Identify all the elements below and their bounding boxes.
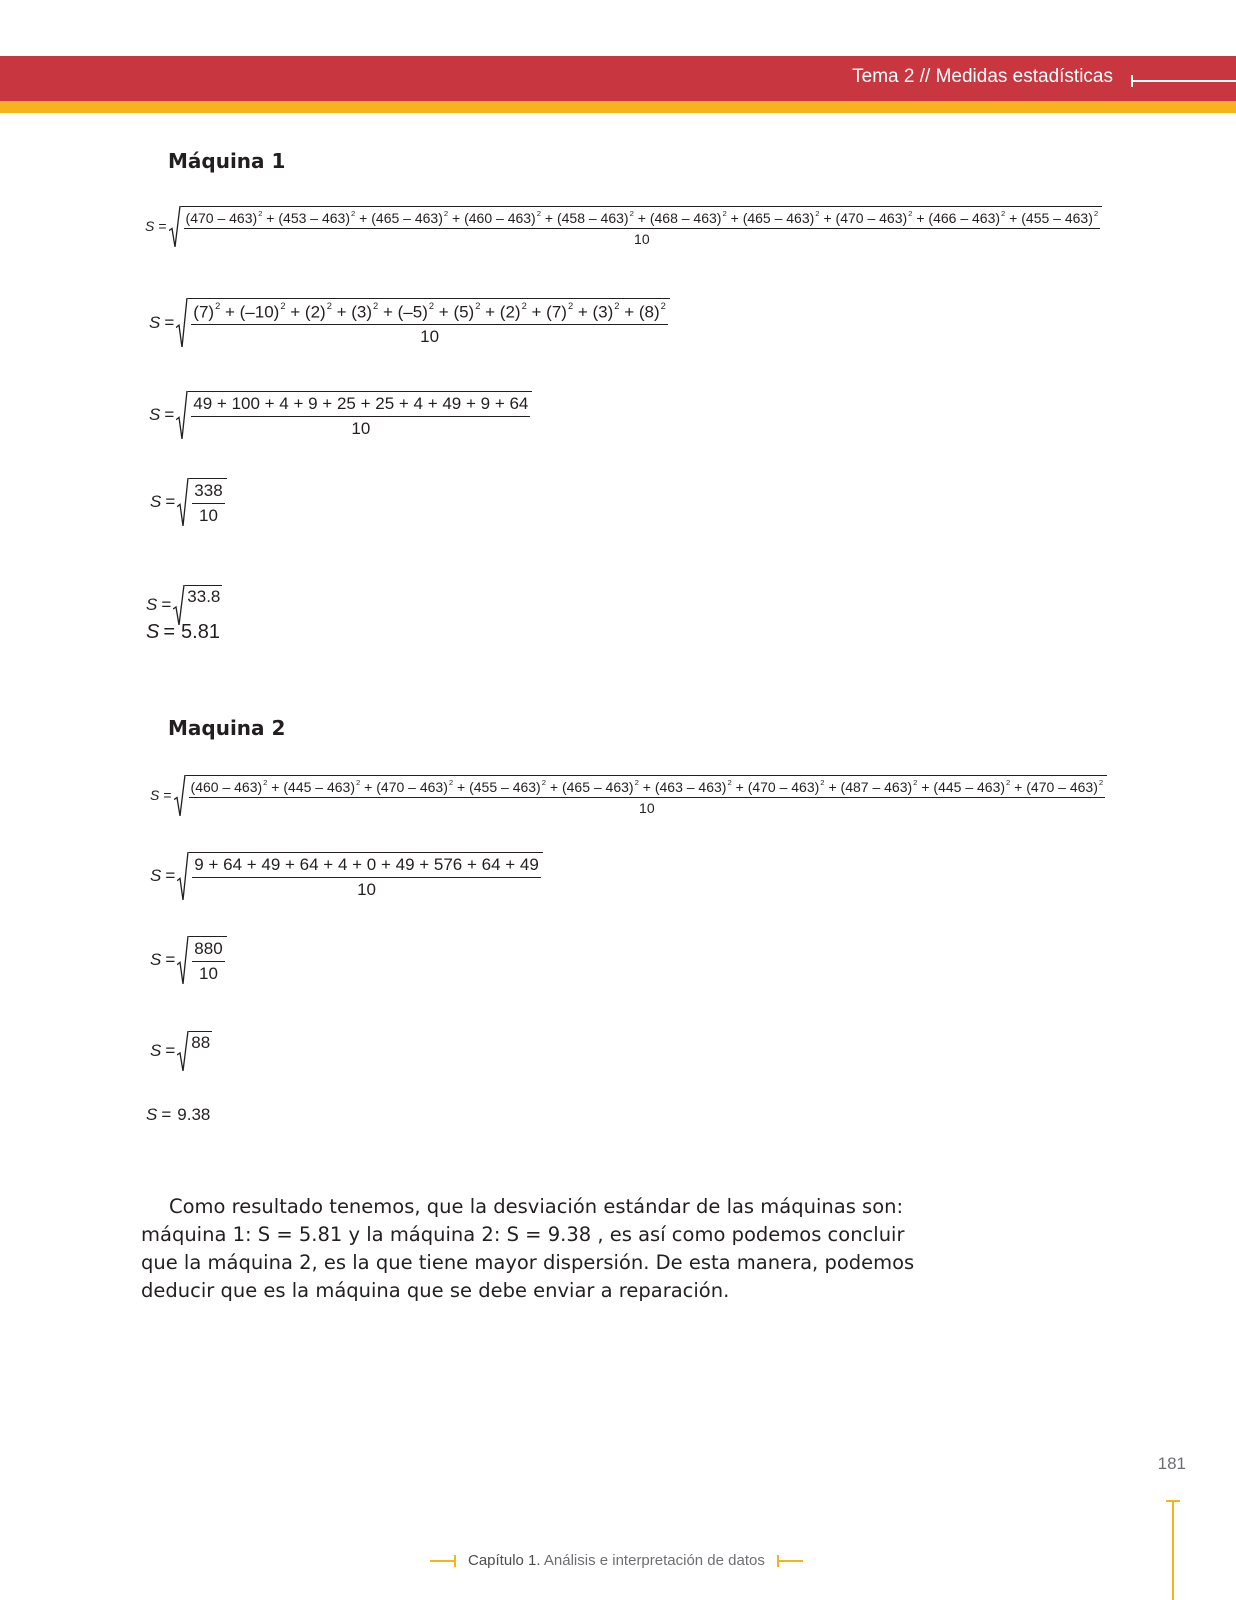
exponent: 2 — [536, 209, 541, 218]
squared-term: (453 – 463) — [278, 209, 350, 226]
radical-sign-icon — [177, 936, 189, 984]
numerator-squares-sum: 9 + 64 + 49 + 64 + 4 + 0 + 49 + 576 + 64 + 49 — [192, 855, 541, 878]
machine1-step3-equation — [149, 391, 532, 439]
squared-term: (455 – 463) — [1021, 209, 1093, 226]
squared-term: (455 – 463) — [469, 778, 541, 795]
equals-sign: = — [163, 621, 176, 643]
squared-term: (8) — [638, 302, 660, 322]
squared-term: (470 – 463) — [185, 209, 258, 226]
fraction — [192, 481, 224, 526]
lhs-variable: S — [146, 1105, 158, 1124]
exponent: 2 — [326, 301, 332, 311]
radicand: 33.8 — [185, 585, 222, 625]
exponent: 2 — [475, 301, 481, 311]
lhs-variable: S — [150, 787, 160, 804]
equals-sign: = — [165, 866, 176, 885]
denominator: 10 — [199, 506, 218, 525]
exponent: 2 — [351, 209, 356, 218]
denominator: 10 — [639, 799, 655, 816]
plus-sign: + — [917, 778, 934, 795]
squared-term: (465 – 463) — [561, 778, 634, 795]
machine1-step1-equation — [145, 206, 1102, 247]
machine2-result — [146, 1105, 210, 1125]
machine1-result — [146, 621, 220, 644]
fraction — [192, 855, 541, 900]
machine1-step5-equation — [146, 585, 222, 625]
squared-term: (–10) — [239, 302, 280, 322]
lhs-variable: S — [149, 405, 161, 424]
numerator-sum-of-squares — [184, 209, 1101, 229]
square-root — [176, 298, 670, 347]
square-root — [173, 585, 222, 625]
plus-sign: + — [1010, 778, 1027, 795]
numerator-total: 338 — [192, 481, 224, 504]
plus-sign: + — [378, 302, 398, 322]
equals-sign: = — [164, 405, 175, 424]
squared-term: (465 – 463) — [742, 209, 815, 226]
equals-sign: = — [165, 1041, 176, 1060]
squared-term: (466 – 463) — [928, 209, 1001, 226]
exponent: 2 — [634, 778, 639, 787]
lhs-variable: S — [150, 866, 162, 885]
radicand: 88 — [189, 1031, 212, 1071]
denominator: 10 — [634, 230, 650, 247]
section-title: Tema 2 // Medidas estadísticas — [852, 66, 1113, 87]
footer-chapter: Capítulo 1. — [468, 1552, 541, 1569]
squared-term: (5) — [453, 302, 475, 322]
plus-sign: + — [619, 302, 639, 322]
denominator: 10 — [199, 964, 218, 983]
plus-sign: + — [360, 778, 377, 795]
equals-sign: = — [164, 312, 175, 332]
exponent: 2 — [263, 778, 268, 787]
radical-sign-icon — [177, 852, 189, 900]
square-root — [174, 775, 1108, 816]
plus-sign: + — [819, 209, 836, 226]
conclusion-line: que la máquina 2, es la que tiene mayor dispersión. De esta manera, podemos — [141, 1251, 915, 1274]
square-root — [169, 206, 1103, 247]
plus-sign: + — [434, 302, 454, 322]
exponent: 2 — [1093, 209, 1099, 218]
squared-term: (458 – 463) — [556, 209, 629, 226]
equals-sign: = — [165, 950, 176, 969]
machine1-step4-equation — [150, 478, 227, 526]
squared-term: (470 – 463) — [376, 778, 448, 795]
radical-sign-icon — [173, 585, 185, 625]
lhs-variable: S — [150, 950, 162, 969]
plus-sign: + — [331, 302, 352, 322]
side-rule — [1172, 1500, 1174, 1600]
exponent: 2 — [908, 209, 913, 218]
plus-sign: + — [355, 209, 372, 226]
exponent: 2 — [1001, 209, 1006, 218]
machine2-step1-equation — [150, 775, 1107, 816]
exponent: 2 — [521, 301, 527, 311]
square-root — [177, 852, 543, 900]
machine1-step2-equation — [149, 298, 670, 347]
squared-term: (470 – 463) — [747, 778, 820, 795]
equals-sign: = — [161, 595, 172, 614]
plus-sign: + — [731, 778, 748, 795]
exponent: 2 — [1006, 778, 1011, 787]
machine2-step4-equation — [150, 1031, 212, 1071]
squared-term: (3) — [351, 302, 373, 322]
square-root — [177, 936, 226, 984]
exponent: 2 — [443, 209, 449, 218]
squared-term: (470 – 463) — [1026, 778, 1098, 795]
header-rule — [1132, 80, 1236, 82]
squared-term: (487 – 463) — [840, 778, 913, 795]
conclusion-line: máquina 1: S = 5.81 y la máquina 2: S = 9.38 , es así como podemos concluir — [141, 1223, 905, 1246]
square-root — [177, 1031, 212, 1071]
plus-sign: + — [541, 209, 557, 226]
radical-sign-icon — [177, 1031, 189, 1071]
exponent: 2 — [660, 301, 666, 311]
equals-sign: = — [161, 1105, 172, 1124]
plus-sign: + — [726, 209, 743, 226]
lhs-variable: S — [146, 595, 158, 614]
footer — [430, 1552, 803, 1569]
squared-term: (468 – 463) — [649, 209, 722, 226]
fraction — [184, 209, 1101, 247]
exponent: 2 — [722, 209, 727, 218]
lhs-variable: S — [150, 1041, 162, 1060]
exponent: 2 — [428, 301, 435, 311]
conclusion-line: deducir que es la máquina que se debe enviar a reparación. — [141, 1279, 730, 1302]
lhs-variable: S — [150, 492, 162, 511]
plus-sign: + — [638, 778, 655, 795]
plus-sign: + — [546, 778, 562, 795]
fraction — [191, 394, 530, 439]
squared-term: (2) — [499, 302, 521, 322]
equals-sign: = — [165, 492, 176, 511]
exponent: 2 — [280, 301, 286, 311]
fraction — [191, 301, 668, 347]
exponent: 2 — [258, 209, 263, 218]
plus-sign: + — [480, 302, 500, 322]
squared-term: (463 – 463) — [654, 778, 727, 795]
machine2-step3-equation — [150, 936, 227, 984]
header-stripe — [0, 101, 1236, 113]
exponent: 2 — [614, 301, 620, 311]
exponent: 2 — [373, 301, 379, 311]
squared-term: (7) — [546, 302, 567, 322]
plus-sign: + — [633, 209, 650, 226]
squared-term: (–5) — [397, 302, 428, 322]
plus-sign: + — [526, 302, 547, 322]
numerator-squares-sum: 49 + 100 + 4 + 9 + 25 + 25 + 4 + 49 + 9 + 64 — [191, 394, 530, 417]
exponent: 2 — [913, 778, 918, 787]
radical-sign-icon — [169, 206, 181, 247]
lhs-variable: S — [149, 312, 161, 332]
squared-term: (7) — [193, 302, 215, 322]
squared-term: (470 – 463) — [835, 209, 908, 226]
radical-sign-icon — [174, 775, 186, 816]
result-value: 9.38 — [177, 1105, 211, 1124]
exponent: 2 — [815, 209, 820, 218]
plus-sign: + — [220, 302, 240, 322]
denominator: 10 — [351, 419, 371, 438]
conclusion-paragraph — [141, 1193, 915, 1305]
denominator: 10 — [357, 880, 377, 899]
plus-sign: + — [453, 778, 470, 795]
footer-title: Análisis e interpretación de datos — [543, 1552, 765, 1569]
squared-term: (2) — [304, 302, 326, 322]
result-value: 5.81 — [181, 621, 220, 643]
numerator-sum-of-squares — [189, 778, 1106, 798]
plus-sign: + — [267, 778, 284, 795]
exponent: 2 — [215, 301, 221, 311]
exponent: 2 — [820, 778, 825, 787]
squared-term: (465 – 463) — [371, 209, 443, 226]
plus-sign: + — [912, 209, 929, 226]
radical-sign-icon — [177, 478, 189, 526]
squared-term: (3) — [592, 302, 614, 322]
machine2-heading: Maquina 2 — [168, 716, 286, 740]
exponent: 2 — [448, 778, 454, 787]
squared-term: (445 – 463) — [933, 778, 1006, 795]
squared-term: (460 – 463) — [464, 209, 536, 226]
exponent: 2 — [541, 778, 546, 787]
radical-sign-icon — [176, 298, 188, 347]
fraction — [189, 778, 1106, 816]
fraction — [192, 939, 224, 984]
exponent: 2 — [727, 778, 732, 787]
squared-term: (460 – 463) — [190, 778, 263, 795]
exponent: 2 — [629, 209, 634, 218]
plus-sign: + — [448, 209, 465, 226]
numerator-total: 880 — [192, 939, 224, 962]
machine1-heading: Máquina 1 — [168, 149, 286, 173]
squared-term: (445 – 463) — [283, 778, 355, 795]
plus-sign: + — [262, 209, 279, 226]
equals-sign: = — [163, 787, 172, 804]
numerator-differences — [191, 301, 668, 325]
equals-sign: = — [158, 218, 167, 235]
denominator: 10 — [420, 327, 440, 347]
plus-sign: + — [285, 302, 305, 322]
square-root — [177, 478, 226, 526]
lhs-variable: S — [146, 621, 160, 643]
page-number: 181 — [1157, 1454, 1186, 1473]
footer-rule-left — [430, 1560, 456, 1562]
conclusion-line: Como resultado tenemos, que la desviación estándar de las máquinas son: — [169, 1195, 904, 1218]
footer-rule-right — [777, 1560, 803, 1562]
square-root — [176, 391, 532, 439]
lhs-variable: S — [145, 218, 155, 235]
plus-sign: + — [1005, 209, 1022, 226]
plus-sign: + — [573, 302, 593, 322]
plus-sign: + — [824, 778, 841, 795]
exponent: 2 — [356, 778, 361, 787]
radical-sign-icon — [176, 391, 188, 439]
exponent: 2 — [1098, 778, 1104, 787]
exponent: 2 — [567, 301, 574, 311]
machine2-step2-equation — [150, 852, 543, 900]
